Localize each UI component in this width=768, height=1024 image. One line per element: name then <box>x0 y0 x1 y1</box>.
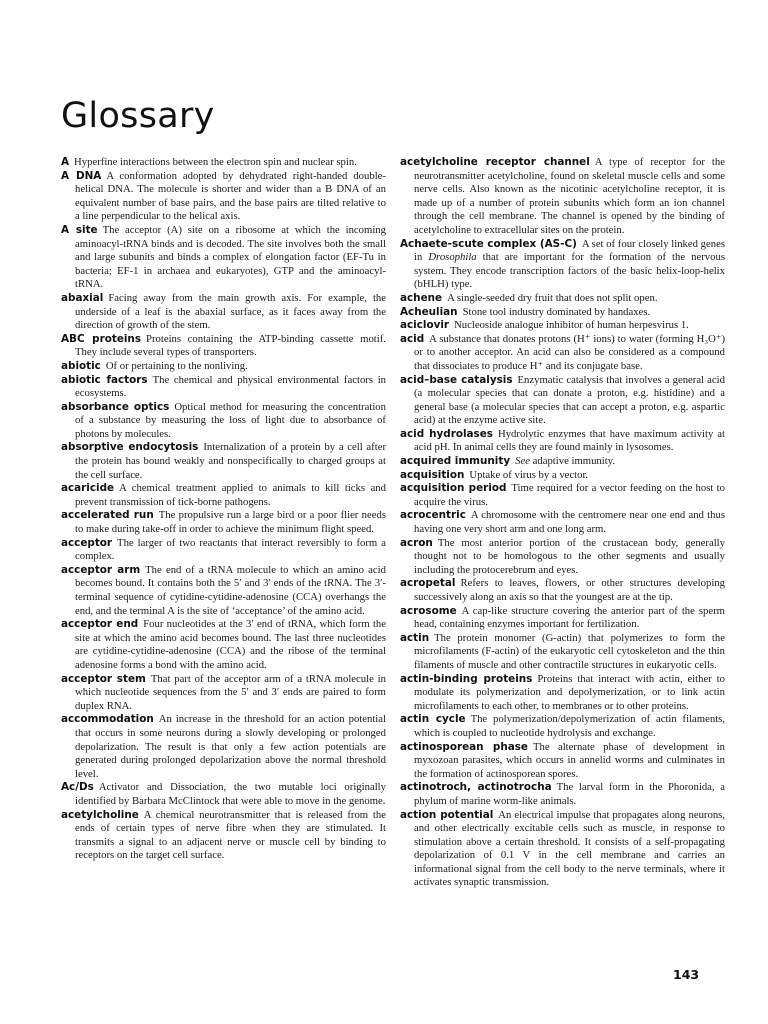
glossary-term: accelerated run <box>61 509 154 522</box>
glossary-entry <box>400 632 725 673</box>
glossary-term: Achaete-scute complex (AS-C) <box>400 237 577 250</box>
glossary-entry <box>61 781 386 808</box>
glossary-right-column <box>400 156 725 890</box>
definition-italic-text: Drosophila <box>428 251 477 264</box>
glossary-definition: The acceptor (A) site on a ribosome at which the incoming aminoacyl-tRNA binds and is decoded. The site involves both the small and large subunits and binds a complex of elongation factor (EF-Tu in bacteria; EF-1 in archaea and eukaryotes), GTP and the aminoacyl-tRNA. <box>75 223 386 291</box>
glossary-entry <box>400 809 725 891</box>
glossary-definition: Hyperfine interactions between the electron spin and nuclear spin. <box>74 156 357 168</box>
glossary-term: acid <box>400 332 425 345</box>
glossary-definition: The chemical and physical environmental factors in ecosystems. <box>75 373 387 400</box>
glossary-term: abiotic factors <box>61 373 148 386</box>
page-number: 143 <box>673 967 700 982</box>
glossary-entry <box>61 537 386 564</box>
glossary-entry <box>61 374 386 401</box>
definition-italic-text: See <box>515 455 530 468</box>
glossary-term: achene <box>400 291 443 304</box>
glossary-entry <box>400 577 725 604</box>
glossary-definition: A type of receptor for the neurotransmitter acetylcholine, found on skeletal muscle cells and some nerve cells. Also known as the nicotinic acetylcholine receptor, it is made up of a number of protein subunits which form an ion channel through the cell membrane. The channel is opened by the binding of acetylcholine to extracellular sites on the protein. <box>414 156 725 236</box>
glossary-definition: That part of the acceptor arm of a tRNA molecule in which nucleotide sequences from the 5′ and 3′ ends are paired to form duplex RNA. <box>75 672 386 712</box>
glossary-term: actinosporean phase <box>400 740 528 753</box>
definition-text: that are important for the formation of the nervous system. They encode transcription factors of the basic helix-loop-helix (bHLH) type. <box>414 251 725 291</box>
glossary-term: acetylcholine <box>61 808 139 821</box>
glossary-left-column <box>61 156 386 863</box>
glossary-entry <box>400 319 725 333</box>
glossary-definition: A chromosome with the centromere near one end and thus having one very short arm and one long arm. <box>414 509 725 536</box>
glossary-definition: Hydrolytic enzymes that have maximum activity at acid pH. In animal cells they are found mainly in lysosomes. <box>414 427 725 454</box>
glossary-definition: A cap-like structure covering the anterior part of the sperm head, containing enzymes important for fertilization. <box>414 604 725 631</box>
glossary-term: acrocentric <box>400 509 466 522</box>
glossary-entry <box>400 156 725 238</box>
glossary-term: acropetal <box>400 577 456 590</box>
glossary-term: acrosome <box>400 604 457 617</box>
glossary-definition: A chemical treatment applied to animals to kill ticks and prevent transmission of tick-borne pathogens. <box>75 482 386 508</box>
glossary-term: acceptor end <box>61 618 139 631</box>
glossary-entry <box>400 469 725 483</box>
glossary-definition: Proteins that interact with actin, either to modulate its polymerization and depolymerization, or to link actin microfilaments to each other, to membranes or to other proteins. <box>414 672 725 712</box>
glossary-term: acaricide <box>61 482 115 495</box>
glossary-entry <box>400 292 725 306</box>
glossary-definition: The larval form in the Phoronida, a phylum of marine worm-like animals. <box>414 781 725 807</box>
glossary-definition: The polymerization/depolymerization of actin filaments, which is coupled to nucleotide hydrolysis and exchange. <box>414 713 725 739</box>
glossary-entry <box>61 292 386 333</box>
glossary-term: A DNA <box>61 169 102 182</box>
glossary-term: A site <box>61 223 98 236</box>
glossary-definition: Activator and Dissociation, the two mutable loci originally identified by Barbara McClintock that were able to move in the genome. <box>75 781 386 807</box>
glossary-entry <box>61 713 386 781</box>
glossary-entry <box>400 238 725 292</box>
glossary-definition: Proteins containing the ATP-binding cassette motif. They include several types of transporters. <box>75 332 386 359</box>
glossary-entry <box>61 482 386 509</box>
glossary-term: acron <box>400 536 433 549</box>
glossary-term: Acheulian <box>400 305 458 318</box>
glossary-entry <box>400 482 725 509</box>
glossary-term: accommodation <box>61 713 154 726</box>
glossary-definition: Stone tool industry dominated by handaxes. <box>462 305 651 318</box>
glossary-term: acquired immunity <box>400 455 511 468</box>
glossary-term: actin <box>400 631 430 644</box>
glossary-entry <box>400 428 725 455</box>
glossary-definition: Of or pertaining to the nonliving. <box>105 359 248 372</box>
glossary-term: Ac/Ds <box>61 781 94 794</box>
glossary-term: actin-binding proteins <box>400 672 533 685</box>
glossary-entry <box>61 401 386 442</box>
glossary-definition: Internalization of a protein by a cell after the protein has bound weakly and nonspecifically to charged groups at the cell surface. <box>75 441 386 481</box>
glossary-definition: An increase in the threshold for an action potential that occurs in some neurons during a slowly developing or prolonged depolarization. The result is that only a few action potentials are generated during prolonged depolarization above the normal threshold level. <box>75 713 386 780</box>
glossary-definition: The propulsive run a large bird or a poor flier needs to make during take-off in order to achieve the minimum flight speed. <box>75 509 386 536</box>
glossary-entry <box>400 509 725 536</box>
glossary-definition: The end of a tRNA molecule to which an amino acid becomes bound. It contains both the 5′ and 3′ ends of the tRNA. The 3′-terminal sequence of cytidine-cytidine-adenosine (CCA) overhangs the end, and the terminal A is the site of ‘acceptance’ of the amino acid. <box>75 563 386 617</box>
glossary-entry <box>61 509 386 536</box>
glossary-definition: Optical method for measuring the concentration of a substance by measuring the loss of light due to absorbance of photons by molecules. <box>75 400 386 440</box>
glossary-definition: A conformation adopted by dehydrated right-handed double-helical DNA. The molecule is shorter and wider than a B DNA of an equivalent number of base pairs, and the base pairs are tilted relative to a line perpendicular to the helical axis. <box>75 169 386 223</box>
glossary-entry <box>61 441 386 482</box>
glossary-entry <box>61 564 386 618</box>
glossary-definition: Time required for a vector feeding on the host to acquire the virus. <box>414 482 725 508</box>
glossary-entry <box>61 333 386 360</box>
glossary-entry <box>400 741 725 782</box>
glossary-entry <box>400 605 725 632</box>
glossary-definition: Four nucleotides at the 3′ end of tRNA, which form the site at which the amino acid becomes bound. The last three nucleotides are cytidine-cytidine-adenosine (CCA) and the ribose of the terminal adenosine forms a bond with the amino acid. <box>75 618 387 671</box>
glossary-definition: Enzymatic catalysis that involves a general acid (a molecular species that can donate a proton, e.g. histidine) and a general base (a molecular species that can accept a proton, e.g. aspartic acid) at the enzyme active site. <box>414 373 725 427</box>
glossary-term: acid–base catalysis <box>400 373 513 386</box>
glossary-term: ABC proteins <box>61 332 142 345</box>
glossary-term: abaxial <box>61 291 104 304</box>
glossary-definition: The most anterior portion of the crustacean body, generally thought not to be homologous to the other segments and usually including the protocerebrum and eyes. <box>414 536 725 576</box>
glossary-entry <box>61 673 386 714</box>
definition-text: adaptive immunity. <box>529 455 616 468</box>
glossary-entry <box>400 537 725 578</box>
glossary-definition: Facing away from the main growth axis. For example, the underside of a leaf is the abaxial surface, as it faces away from the direction of growth of the stem. <box>75 291 386 332</box>
glossary-entry <box>61 224 386 292</box>
glossary-entry <box>400 781 725 808</box>
glossary-entry <box>61 170 386 224</box>
definition-text: A set of four closely linked genes in <box>414 237 725 264</box>
glossary-definition: A chemical neurotransmitter that is released from the ends of certain types of nerve fibre when they are stimulated. It transmits a signal to an adjacent nerve or muscle cell by binding to receptors on the target cell surface. <box>75 808 386 862</box>
glossary-definition: An electrical impulse that propagates along neurons, and other electrically excitable cells such as muscle, in response to stimulation above a certain threshold. It consists of a self-propagating depolarization of 0.1 V in the cell membrane and carries an informational signal from the cell body to the nerve terminals, where it activates synaptic transmission. <box>414 808 725 889</box>
glossary-term: absorbance optics <box>61 400 170 413</box>
glossary-term: acceptor arm <box>61 563 141 576</box>
glossary-entry <box>400 306 725 320</box>
glossary-term: A <box>61 156 70 168</box>
glossary-term: absorptive endocytosis <box>61 441 199 454</box>
glossary-term: abiotic <box>61 359 101 372</box>
glossary-term: acetylcholine receptor channel <box>400 156 590 168</box>
glossary-definition: A substance that donates protons (H⁺ ions) to water (forming H₃O⁺) or to another acceptor. An acid can also be considered as a compound that dissociates to produce H⁺ and its conjugate base. <box>414 332 725 372</box>
glossary-entry <box>400 673 725 714</box>
glossary-entry <box>61 360 386 374</box>
glossary-term: acceptor <box>61 536 113 549</box>
glossary-entry <box>61 156 386 170</box>
glossary-definition: The larger of two reactants that interact reversibly to form a complex. <box>75 536 386 563</box>
glossary-term: acquisition period <box>400 482 507 495</box>
glossary-term: actin cycle <box>400 713 466 726</box>
glossary-entry <box>400 455 725 469</box>
glossary-term: aciclovir <box>400 319 450 332</box>
glossary-definition: The alternate phase of development in myxozoan parasites, which occurs in annelid worms and culminates in the formation of actinosporean spores. <box>414 740 725 780</box>
glossary-term: action potential <box>400 808 494 821</box>
glossary-term: acid hydrolases <box>400 427 493 440</box>
glossary-term: acceptor stem <box>61 672 146 685</box>
page-title: Glossary <box>61 96 215 136</box>
glossary-definition: A single-seeded dry fruit that does not split open. <box>447 291 658 304</box>
glossary-entry <box>400 713 725 740</box>
glossary-definition <box>515 455 615 467</box>
glossary-term: acquisition <box>400 468 465 481</box>
glossary-entry <box>400 333 725 374</box>
glossary-entry <box>61 618 386 672</box>
glossary-definition: Nucleoside analogue inhibitor of human herpesvirus 1. <box>454 319 689 332</box>
glossary-definition: Refers to leaves, flowers, or other structures developing successively along an axis so that the youngest are at the tip. <box>414 577 725 603</box>
glossary-definition: The protein monomer (G-actin) that polymerizes to form the microfilaments (F-actin) of the eukaryotic cell cytoskeleton and the thin filaments of muscle and other contractile structures in eukaryotic cells. <box>414 631 725 671</box>
glossary-term: actinotroch, actinotrocha <box>400 781 552 794</box>
glossary-entry <box>400 374 725 428</box>
glossary-definition: Uptake of virus by a vector. <box>469 468 589 481</box>
glossary-entry <box>61 809 386 863</box>
